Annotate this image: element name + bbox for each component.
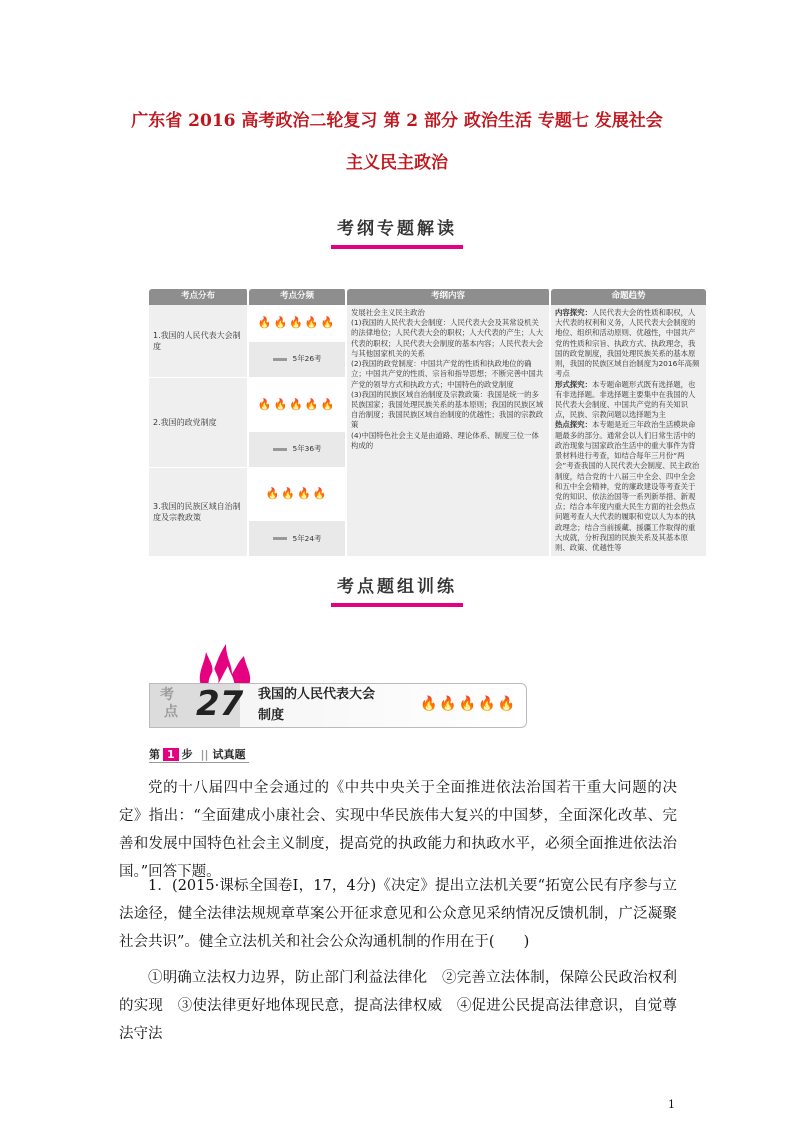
header-trend: 命题趋势 bbox=[551, 289, 706, 305]
kaodian-title: 我国的人民代表大会 制度 bbox=[258, 687, 376, 723]
banner-text: 考纲专题解读 bbox=[331, 214, 463, 249]
header-frequency: 考点分频 bbox=[249, 289, 347, 305]
frequency-count: 5年24考 bbox=[249, 521, 347, 557]
page-number: 1 bbox=[668, 1098, 675, 1111]
doc-title-line1: 广东省 2016 高考政治二轮复习 第 2 部分 政治生活 专题七 发展社会 bbox=[131, 111, 663, 131]
kaodian-flames: 🔥🔥🔥🔥🔥 bbox=[420, 696, 518, 712]
intro-paragraph: 党的十八届四中全会通过的《中共中央关于全面推进依法治国若干重大问题的决定》指出：“全面建成小康社会、实现中华民族伟大复兴的中国梦，全面深化改革、完善和发展中国特色社会主义制度，提高党的执政能力和执政水平，必须全面推进依法治国。”回答下题。 bbox=[119, 780, 677, 880]
section-banner-syllabus bbox=[0, 214, 794, 249]
trend-form: 形式探究：本专题命题形式既有选择题，也有非选择题。非选择题主要集中在我国的人民代表大会制度、中国共产党的有关知识点，民族、宗教问题以选择题为主 bbox=[555, 379, 696, 420]
frequency-flames bbox=[249, 468, 347, 522]
topic-cell: 2.我国的政党制度 bbox=[149, 378, 249, 468]
frequency-count: 5年26考 bbox=[249, 342, 347, 378]
flame-icon: 🔥🔥🔥🔥🔥 bbox=[257, 316, 337, 330]
kaodian-number: 27 bbox=[196, 684, 244, 724]
step-underline bbox=[149, 762, 249, 763]
header-content: 考纲内容 bbox=[347, 289, 551, 305]
banner-text: 考点题组训练 bbox=[331, 572, 463, 607]
header-topic: 考点分布 bbox=[149, 289, 249, 305]
frequency-flames bbox=[249, 305, 347, 342]
flame-icon bbox=[196, 644, 254, 688]
doc-title-line2: 主义民主政治 bbox=[346, 153, 448, 173]
flame-icon: 🔥🔥🔥🔥 bbox=[265, 487, 329, 501]
trend-hotspot: 热点探究：本专题是近三年政治生活模块命题最多的部分。通常会以人们日常生活中的政治现象与国家政治生活中的重大事件为背景材料进行考查，如结合每年三月份“两会”考查我国的人民代表大会制度、民主政治制度，结合党的十八届三中全会、四中全会和五中全会精神，党的廉政建设等考查关于党的知识、依法治国等一系列新举措、新观点；结合本年度内重大民生方面的社会热点问题考查人大代表的履职和党以人为本的执政理念；结合当前援藏、援疆工作取得的重大成就，分析我国的民族关系及其基本原则、政策、优越性等 bbox=[555, 420, 700, 553]
frequency-count: 5年36考 bbox=[249, 432, 347, 468]
content-cell: 发展社会主义民主政治 (1)我国的人民代表大会制度：人民代表大会及其常设机关的法律地位；人民代表大会的职权；人大代表的产生；人大代表的职权；人民代表大会制度的基本内容；人民代表大会与其他国家机关的关系 (2)我国的政党制度：中国共产党的性质和执政地位的确立；中国共产党的性质、宗旨和指导思想；不断完善中国共产党的领导方式和执政方式；中国特色的政党制度 (3)我国的民族区域自治制度及宗教政策：我国是统一的多民族国家；我国处理民族关系的基本原则；我国的民族区域自治制度；我国民族区域自治制度的优越性；我国的宗教政策 (4)中国特色社会主义是由道路、理论体系、制度三位一体构成的 bbox=[347, 305, 551, 557]
syllabus-table bbox=[149, 289, 706, 557]
question-1-options: ①明确立法权力边界，防止部门利益法律化 ②完善立法体制，保障公民政治权利的实现 ③使法律更好地体现民意，提高法律权威 ④促进公民提高法律意识，自觉尊法守法 bbox=[119, 970, 677, 1042]
step-marker: 第 1 步 || 试真题 bbox=[149, 748, 246, 761]
topic-cell: 3.我国的民族区域自治制度及宗教政策 bbox=[149, 468, 249, 558]
frequency-flames bbox=[249, 378, 347, 432]
trend-cell bbox=[551, 305, 706, 557]
flame-icon: 🔥🔥🔥🔥🔥 bbox=[257, 397, 337, 411]
trend-content: 内容探究：人民代表大会的性质和职权，人大代表的权利和义务，人民代表大会制度的地位、组织和活动原则、优越性，中国共产党的性质和宗旨、执政方式、执政理念，我国的政党制度，我国处理民族关系的基本原则，我国的民族区域自治制度为2016年高频考点 bbox=[555, 308, 700, 379]
question-1: 1．(2015·课标全国卷Ⅰ，17，4分)《决定》提出立法机关要“拓宽公民有序参与立法途径，健全法律法规规章草案公开征求意见和公众意见采纳情况反馈机制，广泛凝聚社会共识”。健全立法机关和社会公众沟通机制的作用在于( ) bbox=[119, 878, 677, 950]
kaodian-label: 考 点 bbox=[160, 687, 178, 720]
section-banner-training bbox=[0, 572, 794, 607]
topic-cell: 1.我国的人民代表大会制度 bbox=[149, 305, 249, 378]
